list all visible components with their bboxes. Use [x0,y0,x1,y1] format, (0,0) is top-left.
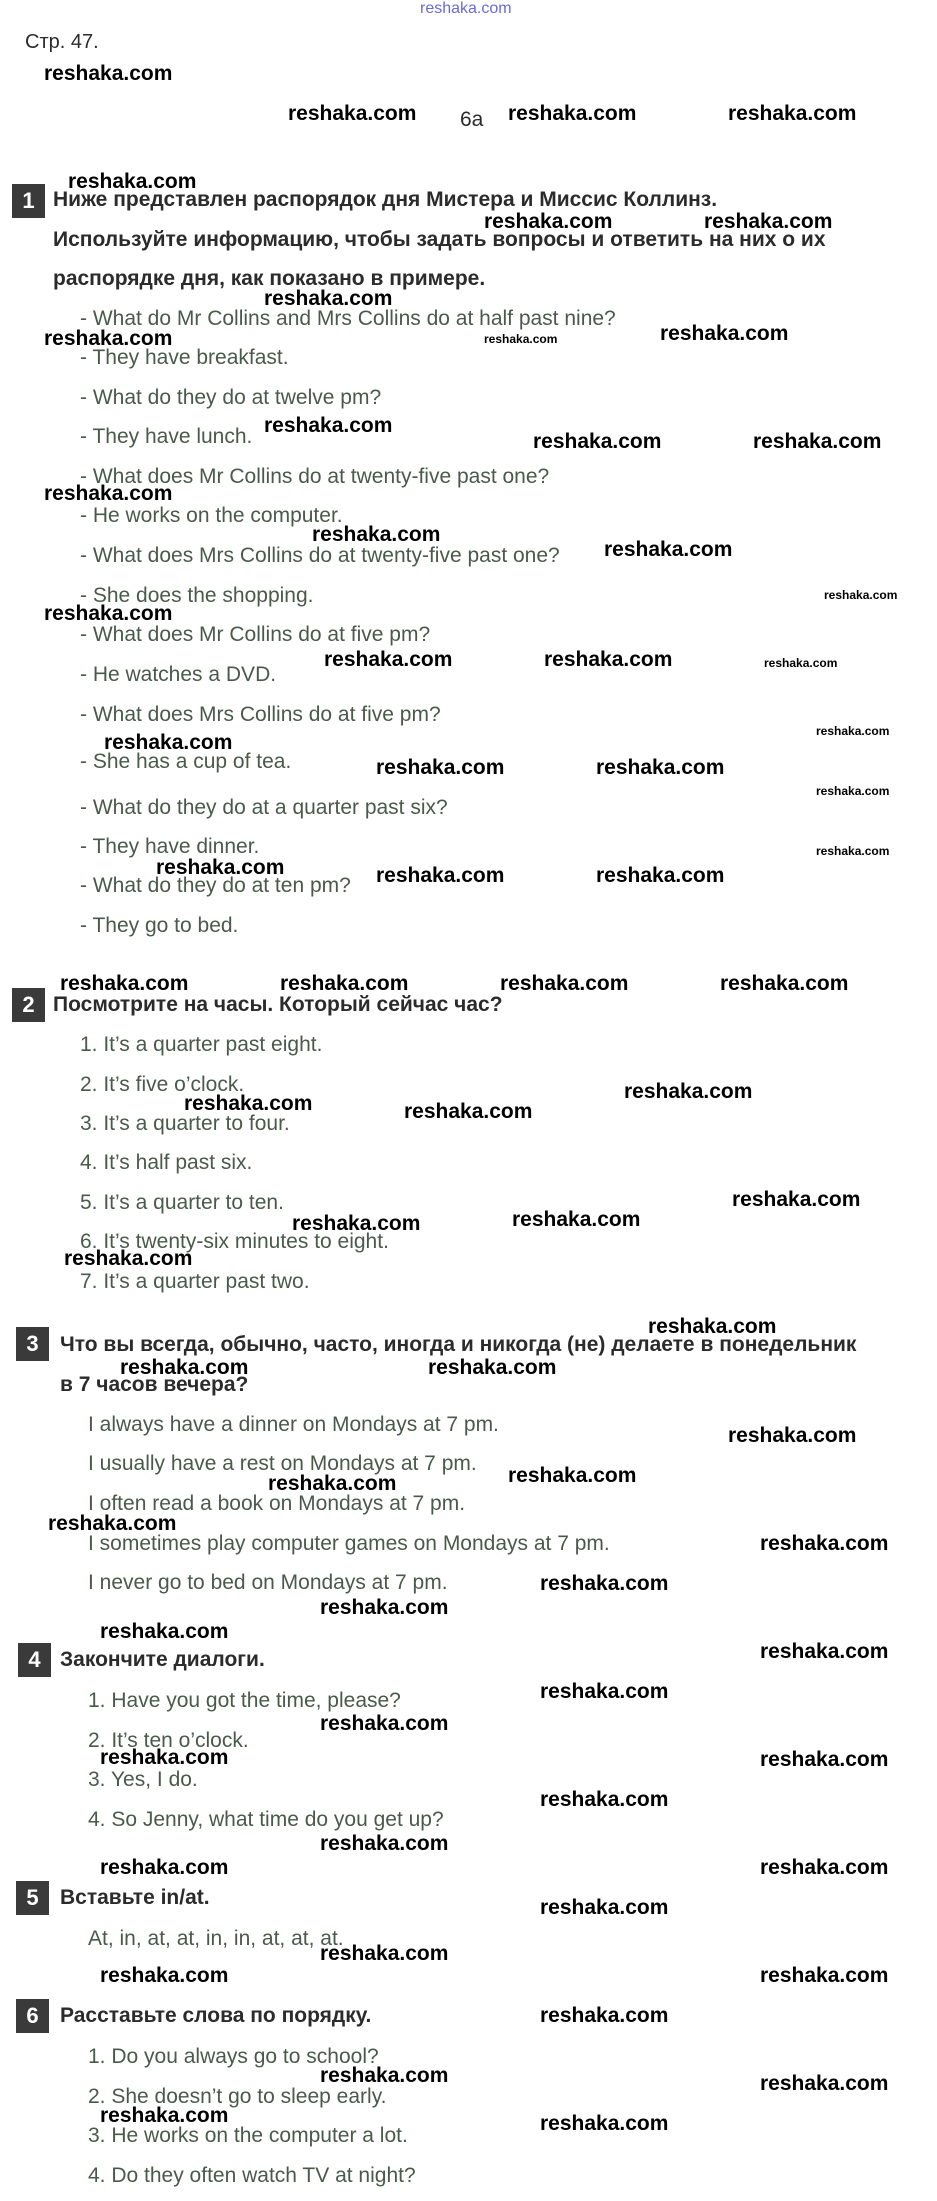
watermark: reshaka.com [100,1746,229,1769]
watermark: reshaka.com [512,1208,641,1231]
watermark: reshaka.com [280,972,409,995]
watermark: reshaka.com [120,1356,249,1379]
section-number: 1 [12,184,45,218]
watermark: reshaka.com [753,430,882,453]
task-instruction: распорядке дня, как показано в примере. [53,267,486,290]
watermark: reshaka.com [100,1620,229,1643]
answer-line: At, in, at, at, in, in, at, at, at. [88,1927,344,1950]
answer-line: - What do they do at twelve pm? [80,386,382,409]
answer-line: I always have a dinner on Mondays at 7 pm. [88,1413,499,1436]
page-label: Стр. 47. [25,31,99,53]
watermark: reshaka.com [760,1532,889,1555]
watermark: reshaka.com [292,1212,421,1235]
answer-line: - They have lunch. [80,425,253,448]
watermark: reshaka.com [660,322,789,345]
watermark: reshaka.com [320,1942,449,1965]
answer-line: 2. She doesn’t go to sleep early. [88,2085,387,2108]
answer-line: 3. He works on the computer a lot. [88,2124,408,2147]
watermark: reshaka.com [596,864,725,887]
answer-line: - What does Mrs Collins do at five pm? [80,703,441,726]
watermark: reshaka.com [48,1512,177,1535]
answer-line: - They have breakfast. [80,346,289,369]
answer-line: 6. It’s twenty-six minutes to eight. [80,1230,389,1253]
task-instruction: Вставьте in/at. [60,1886,210,1909]
answer-line: - What does Mrs Collins do at twenty-five past one? [80,544,560,567]
watermark: reshaka.com [68,170,197,193]
watermark: reshaka.com [816,784,890,798]
watermark: reshaka.com [540,1788,669,1811]
watermark: reshaka.com [44,327,173,350]
watermark: reshaka.com [184,1092,313,1115]
answer-line: 4. So Jenny, what time do you get up? [88,1808,444,1831]
watermark: reshaka.com [484,332,558,346]
watermark: reshaka.com [720,972,849,995]
watermark: reshaka.com [100,2104,229,2127]
answer-line: 1. It’s a quarter past eight. [80,1033,323,1056]
watermark: reshaka.com [320,2064,449,2087]
answer-line: - They have dinner. [80,835,260,858]
watermark: reshaka.com [264,414,393,437]
answer-line: I sometimes play computer games on Mondays at 7 pm. [88,1532,610,1555]
watermark-top: reshaka.com [420,0,512,17]
watermark: reshaka.com [540,1680,669,1703]
answer-line: - What do they do at ten pm? [80,874,351,897]
section-number: 3 [16,1327,49,1361]
watermark: reshaka.com [544,648,673,671]
watermark: reshaka.com [324,648,453,671]
answer-line: - He watches a DVD. [80,663,277,686]
watermark: reshaka.com [104,731,233,754]
answer-line: 1. Have you got the time, please? [88,1689,401,1712]
answer-line: I usually have a rest on Mondays at 7 pm. [88,1452,477,1475]
watermark: reshaka.com [760,1856,889,1879]
answer-line: - She does the shopping. [80,584,314,607]
watermark: reshaka.com [64,1247,193,1270]
watermark: reshaka.com [604,538,733,561]
watermark: reshaka.com [540,1572,669,1595]
answer-line: - He works on the computer. [80,504,343,527]
answer-line: 3. Yes, I do. [88,1768,198,1791]
answer-line: 3. It’s a quarter to four. [80,1112,290,1135]
task-instruction: Что вы всегда, обычно, часто, иногда и никогда (не) делаете в понедельник [60,1333,857,1356]
watermark: reshaka.com [320,1832,449,1855]
watermark: reshaka.com [376,864,505,887]
watermark: reshaka.com [728,1424,857,1447]
answer-line: I often read a book on Mondays at 7 pm. [88,1492,466,1515]
task-instruction: Используйте информацию, чтобы задать вопросы и ответить на них о их [53,228,826,251]
watermark: reshaka.com [648,1315,777,1338]
watermark: reshaka.com [320,1712,449,1735]
task-instruction: Посмотрите на часы. Который сейчас час? [53,993,503,1016]
answer-line: - What does Mr Collins do at twenty-five past one? [80,465,550,488]
answer-line: - She has a cup of tea. [80,750,292,773]
watermark: reshaka.com [44,62,173,85]
answer-line: 1. Do you always go to school? [88,2045,379,2068]
watermark: reshaka.com [816,844,890,858]
watermark: reshaka.com [100,1964,229,1987]
answer-line: 5. It’s a quarter to ten. [80,1191,284,1214]
watermark: reshaka.com [404,1100,533,1123]
watermark: reshaka.com [100,1856,229,1879]
watermark: reshaka.com [624,1080,753,1103]
watermark: reshaka.com [704,210,833,233]
watermark: reshaka.com [760,2072,889,2095]
answer-line: 4. Do they often watch TV at night? [88,2164,416,2187]
watermark: reshaka.com [264,287,393,310]
watermark: reshaka.com [540,2004,669,2027]
watermark: reshaka.com [760,1640,889,1663]
watermark: reshaka.com [728,102,857,125]
watermark: reshaka.com [540,2112,669,2135]
watermark: reshaka.com [60,972,189,995]
watermark: reshaka.com [428,1356,557,1379]
answer-line: 2. It’s five o’clock. [80,1073,245,1096]
watermark: reshaka.com [764,656,838,670]
task-instruction: в 7 часов вечера? [60,1373,249,1396]
watermark: reshaka.com [268,1472,397,1495]
answer-line: - What does Mr Collins do at five pm? [80,623,431,646]
task-instruction: Ниже представлен распорядок дня Мистера и Миссис Коллинз. [53,188,718,211]
watermark: reshaka.com [44,602,173,625]
watermark: reshaka.com [500,972,629,995]
watermark: reshaka.com [540,1896,669,1919]
section-number: 2 [12,988,45,1022]
watermark: reshaka.com [760,1964,889,1987]
watermark: reshaka.com [760,1748,889,1771]
watermark: reshaka.com [533,430,662,453]
answer-line: - What do Mr Collins and Mrs Collins do at half past nine? [80,307,616,330]
watermark: reshaka.com [320,1596,449,1619]
watermark: reshaka.com [156,856,285,879]
watermark: reshaka.com [288,102,417,125]
watermark: reshaka.com [484,210,613,233]
answer-line: - They go to bed. [80,914,239,937]
task-instruction: Закончите диалоги. [60,1648,265,1671]
section-number: 5 [16,1881,49,1915]
answer-line: 2. It’s ten o’clock. [88,1729,249,1752]
watermark: reshaka.com [312,523,441,546]
watermark: reshaka.com [508,1464,637,1487]
section-number: 6 [16,1999,49,2033]
answer-line: 4. It’s half past six. [80,1151,253,1174]
watermark: reshaka.com [508,102,637,125]
unit-label: 6a [460,108,484,131]
watermark: reshaka.com [824,588,898,602]
watermark: reshaka.com [816,724,890,738]
watermark: reshaka.com [596,756,725,779]
watermark: reshaka.com [732,1188,861,1211]
answer-line: I never go to bed on Mondays at 7 pm. [88,1571,448,1594]
answer-line: 7. It’s a quarter past two. [80,1270,310,1293]
task-instruction: Расставьте слова по порядку. [60,2004,372,2027]
watermark: reshaka.com [44,482,173,505]
watermark: reshaka.com [376,756,505,779]
answer-line: - What do they do at a quarter past six? [80,796,448,819]
section-number: 4 [18,1643,51,1677]
